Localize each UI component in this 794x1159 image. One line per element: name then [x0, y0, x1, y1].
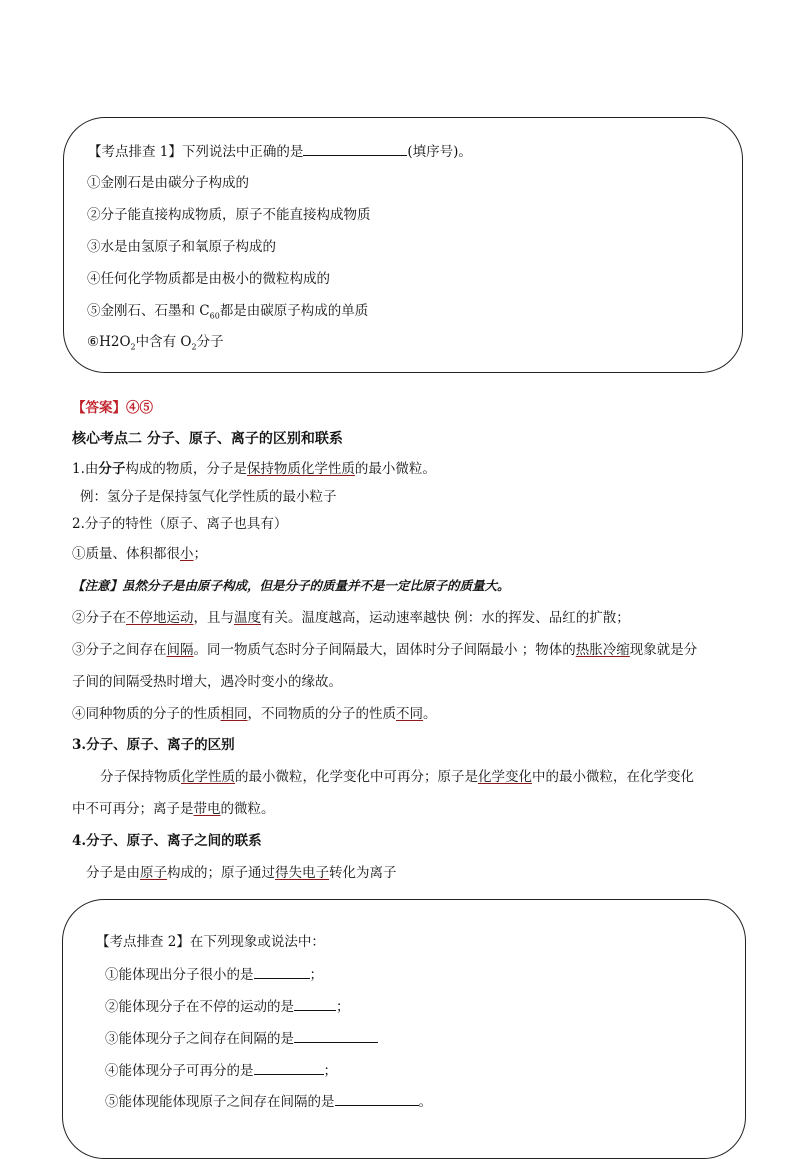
question-2-item-5: ⑤能体现能体现原子之间存在间隔的是 。 [105, 1094, 432, 1110]
point-4-heading: 4.分子、原子、离子之间的联系 [72, 833, 262, 849]
option-5: ⑤金刚石、石墨和 $C_{60}$都是由碳原子构成的单质 [87, 303, 369, 321]
point-3-heading: 3.分子、原子、离子的区别 [72, 737, 235, 753]
option-2: ②分子能直接构成物质，原子不能直接构成物质 [87, 207, 371, 223]
answer-label: 【答案】 [72, 400, 126, 416]
option-1: ①金刚石是由碳分子构成的 [87, 175, 249, 191]
question-1-label: 【考点排查 1】 [88, 144, 182, 160]
point-1: 1.由分子构成的物质，分子是保持物质化学性质的最小微粒。 [72, 461, 436, 477]
point-2-item-2: ②分子在不停地运动，且与温度有关。温度越高，运动速率越快 例：水的挥发、品红的扩散； [72, 610, 630, 626]
answer-value: ④⑤ [126, 400, 153, 416]
option-3: ③水是由氢原子和氧原子构成的 [87, 239, 276, 255]
point-2-item-3: ③分子之间存在间隔。同一物质气态时分子间隔最大，固体时分子间隔最小 ；物体的热胀冷缩现象就是分 [72, 642, 698, 658]
blank-3[interactable] [294, 1030, 378, 1043]
point-4-text: 分子是由原子构成的；原子通过得失电子转化为离子 [86, 865, 397, 881]
point-2-item-4: ④同种物质的分子的性质相同，不同物质的分子的性质不同。 [72, 706, 437, 722]
question-2-item-1: ①能体现出分子很小的是 ； [105, 967, 323, 983]
point-2-heading: 2.分子的特性（原子、离子也具有） [72, 516, 288, 532]
question-1-text: 下列说法中正确的是 [181, 144, 304, 160]
question-1-answer-blank[interactable] [303, 143, 407, 156]
point-1-example: 例：氢分子是保持氢气化学性质的最小粒子 [80, 489, 337, 505]
note: 【注意】虽然分子是由原子构成，但是分子的质量并不是一定比原子的质量大。 [72, 578, 510, 593]
blank-4[interactable] [254, 1062, 324, 1075]
point-2-item-1: ①质量、体积都很小； [72, 546, 207, 562]
option-4: ④任何化学物质都是由极小的微粒构成的 [87, 271, 330, 287]
blank-1[interactable] [254, 966, 310, 979]
question-1-title [88, 143, 472, 160]
section-heading: 核心考点二 分子、原子、离子的区别和联系 [72, 431, 343, 447]
question-2-text: 在下列现象或说法中： [189, 934, 325, 950]
point-3-text-cont: 中不可再分；离子是带电的微粒。 [72, 801, 275, 817]
option-6: $⑥H2O_2$中含有 $O_2$分子 [87, 334, 224, 352]
question-2-item-4: ④能体现分子可再分的是 ； [105, 1063, 337, 1079]
question-2-item-2: ②能体现分子在不停的运动的是 ； [105, 999, 350, 1015]
blank-2[interactable] [294, 998, 336, 1011]
point-2-item-3-cont: 子间的间隔受热时增大，遇冷时变小的缘故。 [72, 674, 342, 690]
answer-line [72, 400, 153, 416]
question-1-suffix: (填序号)。 [407, 144, 472, 160]
question-2-title [96, 934, 325, 950]
question-2-label: 【考点排查 2】 [96, 934, 190, 950]
blank-5[interactable] [335, 1093, 419, 1106]
question-2-item-3: ③能体现分子之间存在间隔的是 [105, 1030, 378, 1047]
point-3-text: 分子保持物质化学性质的最小微粒，化学变化中可再分；原子是化学变化中的最小微粒，在化学变化 [100, 769, 694, 785]
